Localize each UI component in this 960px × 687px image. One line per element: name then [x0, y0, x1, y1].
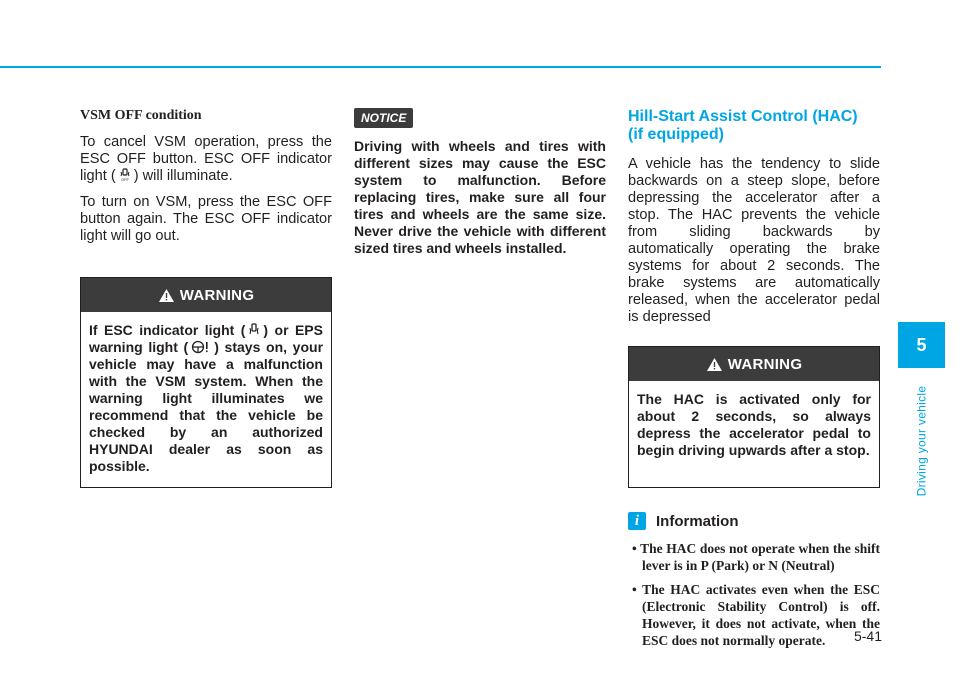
header-rule: [0, 66, 881, 68]
information-list: [628, 540, 880, 649]
warning-triangle-icon: [158, 288, 175, 303]
notice-label: NOTICE: [354, 108, 413, 128]
esc-off-indicator-icon: [118, 168, 132, 182]
esc-warning-box: [80, 277, 332, 488]
middle-column: [354, 108, 606, 257]
warning-triangle-icon: [706, 357, 723, 372]
warning-header: [629, 347, 879, 381]
vsm-off-paragraph-1: To cancel VSM operation, press the ESC OFF button. ESC OFF indicator light ( OFF ) will illuminate.: [80, 134, 332, 184]
list-item: • The HAC activates even when the ESC (Electronic Stability Control) is off. However, it does not activate, when the ESC does not normally operate.: [632, 582, 880, 648]
warning-text: If ESC indicator light ( ) or EPS warning light ( ) stays on, your vehicle may have a malfunction with the VSM system. When the warning light illuminates we recommend that the vehicle be checked by an authorized HYUNDAI dealer as soon as possible.: [89, 322, 324, 474]
page-number: 5-41: [853, 628, 882, 644]
warning-text: The HAC is activated only for about 2 seconds, so always depress the accelerator pedal to begin driving upwards after a stop.: [637, 391, 871, 458]
chapter-tab: 5: [898, 322, 945, 368]
warning-label: WARNING: [179, 286, 255, 304]
right-column: [628, 108, 880, 656]
list-item: • The HAC does not operate when the shift lever is in P (Park) or N (Neutral): [632, 541, 880, 573]
information-title: Information: [656, 512, 739, 530]
left-column: [80, 108, 332, 488]
warning-label: WARNING: [727, 355, 803, 373]
hac-warning-box: [628, 346, 880, 488]
chapter-title: Driving your vehicle: [914, 385, 928, 497]
eps-warning-icon: [190, 340, 212, 354]
hac-description: A vehicle has the tendency to slide backwards on a steep slope, before depressing the accelerator after a stop. The HAC prevents the vehicle from sliding backwards by automatically operating the brake systems for about 2 seconds. The brake systems are automatically released, when the accelerator pedal is depressed: [628, 156, 880, 325]
notice-text: Driving with wheels and tires with different sizes may cause the ESC system to malfunction. Before replacing tires, make sure all four tires and wheels are the same size. Never drive the vehicle with different sized tires and wheels installed.: [354, 138, 606, 256]
warning-header: [81, 278, 331, 312]
hac-section-title: Hill-Start Assist Control (HAC) (if equipped): [628, 108, 858, 143]
vsm-off-paragraph-2: To turn on VSM, press the ESC OFF button again. The ESC OFF indicator light will go out.: [80, 194, 332, 244]
information-icon: i: [628, 512, 646, 530]
esc-indicator-icon: [247, 323, 261, 337]
svg-text:OFF: OFF: [120, 177, 129, 182]
vsm-off-subheading: VSM OFF condition: [80, 108, 202, 123]
information-heading: [628, 512, 880, 530]
